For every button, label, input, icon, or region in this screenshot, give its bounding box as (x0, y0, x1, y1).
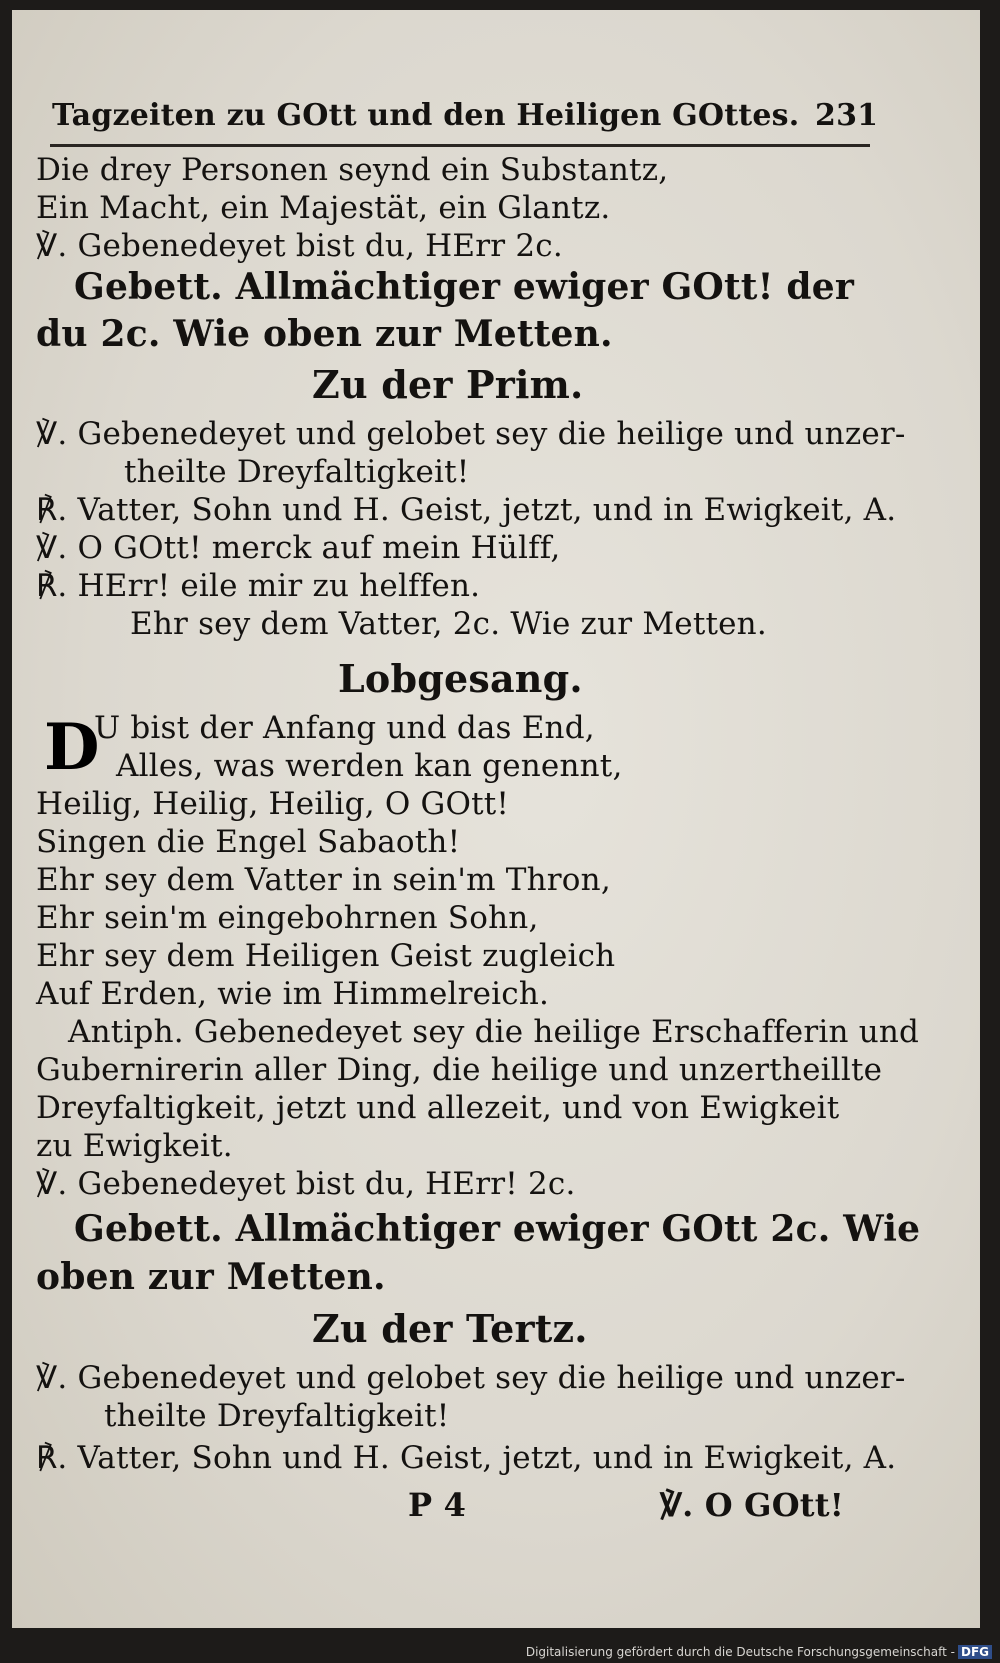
hymn-line: Auf Erden, wie im Himmelreich. (36, 976, 550, 1012)
versicle-line: ℣. Gebenedeyet und gelobet sey die heilige und unzer- (36, 1360, 906, 1396)
dfg-logo: DFG (958, 1645, 992, 1659)
digitization-credit (526, 1645, 992, 1659)
antiphon-line: Dreyfaltigkeit, jetzt und allezeit, und von Ewigkeit (36, 1090, 840, 1126)
text-line: theilte Dreyfaltigkeit! (124, 454, 470, 490)
versicle-line: ℣. Gebenedeyet bist du, HErr 2c. (36, 228, 563, 264)
response-line: ℟. Vatter, Sohn und H. Geist, jetzt, und in Ewigkeit, A. (36, 492, 897, 528)
hymn-line: Alles, was werden kan genennt, (116, 748, 623, 784)
section-heading: Zu der Prim. (312, 362, 584, 407)
hymn-line: Singen die Engel Sabaoth! (36, 824, 461, 860)
text-line: Die drey Personen seynd ein Substantz, (36, 152, 669, 188)
header-rule (50, 144, 870, 147)
antiphon-line: zu Ewigkeit. (36, 1128, 233, 1164)
section-heading: Lobgesang. (338, 656, 583, 701)
hymn-line: U bist der Anfang und das End, (94, 710, 595, 746)
text-line: Ehr sey dem Vatter, 2c. Wie zur Metten. (130, 606, 767, 642)
prayer-line: Gebett. Allmächtiger ewiger GOtt 2c. Wie (74, 1208, 921, 1250)
versicle-line: ℣. Gebenedeyet bist du, HErr! 2c. (36, 1166, 576, 1202)
text-line: Ein Macht, ein Majestät, ein Glantz. (36, 190, 611, 226)
credit-text: Digitalisierung gefördert durch die Deutsche Forschungsgemeinschaft - (525, 1645, 955, 1659)
catchword: ℣. O GOtt! (660, 1486, 844, 1524)
running-title: Tagzeiten zu GOtt und den Heiligen GOttes. (52, 98, 800, 133)
section-heading: Zu der Tertz. (312, 1306, 588, 1351)
response-line: ℟. HErr! eile mir zu helffen. (36, 568, 481, 604)
text-line: theilte Dreyfaltigkeit! (104, 1398, 450, 1434)
antiphon-line: Gubernirerin aller Ding, die heilige und unzertheillte (36, 1052, 883, 1088)
response-line: ℟. Vatter, Sohn und H. Geist, jetzt, und in Ewigkeit, A. (36, 1440, 897, 1476)
page-number: 231 (815, 98, 879, 133)
hymn-line: Ehr sein'm eingebohrnen Sohn, (36, 900, 539, 936)
book-page (12, 10, 980, 1628)
hymn-line: Ehr sey dem Vatter in sein'm Thron, (36, 862, 611, 898)
prayer-line: Gebett. Allmächtiger ewiger GOtt! der (74, 266, 855, 308)
hymn-line: Heilig, Heilig, Heilig, O GOtt! (36, 786, 510, 822)
versicle-line: ℣. O GOtt! merck auf mein Hülff, (36, 530, 561, 566)
versicle-line: ℣. Gebenedeyet und gelobet sey die heilige und unzer- (36, 416, 906, 452)
antiphon-line: Antiph. Gebenedeyet sey die heilige Erschafferin und (68, 1014, 920, 1050)
prayer-line: du 2c. Wie oben zur Metten. (36, 313, 613, 355)
prayer-line: oben zur Metten. (36, 1256, 386, 1298)
hymn-line: Ehr sey dem Heiligen Geist zugleich (36, 938, 616, 974)
drop-cap: D (44, 710, 100, 785)
signature-mark: P 4 (408, 1486, 467, 1524)
